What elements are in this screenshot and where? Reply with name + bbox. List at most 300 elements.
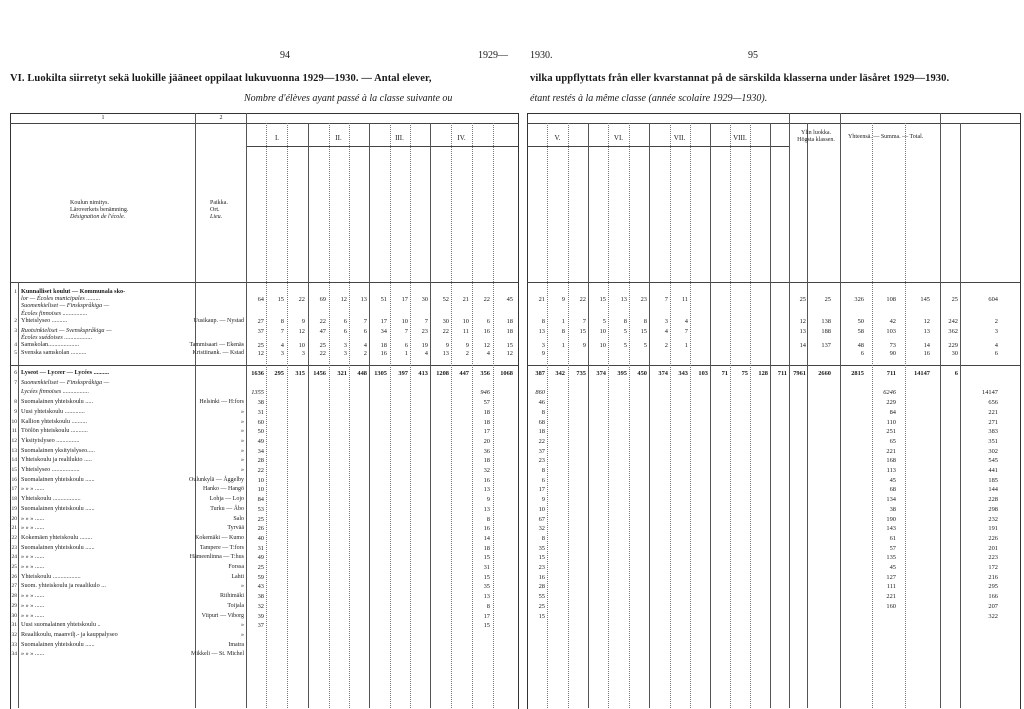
table-cell: 12 (799, 317, 806, 325)
row-number: 17 (11, 486, 17, 493)
table-cell: 374 (658, 370, 668, 377)
table-cell: 17 (401, 296, 408, 304)
table-cell: 221 (886, 447, 896, 455)
table-cell: 143 (886, 525, 896, 533)
row-number: 15 (11, 467, 17, 473)
class-heading-4: IV. (457, 134, 466, 142)
place-header: Paikka. Ort. Lieu. (210, 200, 228, 220)
table-cell: 172 (988, 564, 998, 571)
table-cell: 68 (538, 418, 545, 426)
row-number: 23 (11, 544, 17, 551)
table-cell: 22 (483, 296, 490, 304)
table-cell: 221 (988, 408, 998, 416)
class-heading-1: I. (274, 134, 280, 142)
table-cell: 9 (541, 349, 545, 357)
table-cell: 38 (257, 593, 264, 601)
table-cell: 34 (257, 447, 264, 455)
table-cell: 26 (257, 525, 264, 533)
table-cell: 25 (799, 296, 806, 304)
table-cell: 16 (380, 349, 387, 357)
table-cell: 90 (889, 349, 896, 357)
table-cell: 13 (483, 486, 490, 494)
table-cell: 3 (994, 328, 998, 335)
table-cell: 43 (257, 583, 264, 591)
row-number: 12 (11, 437, 17, 444)
row-number: 8 (14, 399, 17, 406)
table-cell: 15 (599, 296, 606, 304)
row-place: Uusikaup. — Nystad (193, 317, 244, 324)
table-cell: 15 (640, 328, 647, 335)
row-label: Yksityislyseo ............... (21, 436, 80, 444)
table-cell: 138 (821, 317, 831, 325)
table-cell: 5 (602, 317, 606, 325)
table-cell: 30 (442, 317, 449, 325)
row-label: Écoles suédoises .................. (21, 334, 93, 342)
table-cell: 15 (579, 328, 586, 335)
table-cell: 860 (535, 389, 545, 397)
table-cell: 191 (988, 525, 998, 533)
row-place: Turku — Åbo (210, 505, 244, 512)
table-cell: 69 (319, 296, 326, 304)
table-cell: 4 (280, 342, 284, 350)
table-cell: 16 (923, 349, 930, 357)
row-label: » » » ...... (21, 601, 45, 609)
table-cell: 47 (319, 328, 326, 335)
table-cell: 4 (994, 342, 998, 350)
table-cell: 450 (637, 370, 647, 377)
table-cell: 48 (857, 342, 864, 350)
row-label: Suomalainen yksityislyseo..... (21, 446, 95, 454)
table-cell: 11 (681, 296, 688, 304)
class-heading-3: III. (395, 134, 404, 142)
table-cell: 5 (623, 328, 627, 335)
row-label: Suomenkieliset — Finskspråkiga — (21, 302, 110, 310)
table-cell: 2 (664, 342, 668, 350)
row-label: Svenska samskolan .......... (21, 348, 87, 356)
table-cell: 16 (483, 328, 490, 335)
table-cell: 31 (257, 408, 264, 416)
table-cell: 15 (483, 622, 490, 630)
row-label: » » » ...... (21, 514, 45, 522)
table-cell: 4 (684, 317, 688, 325)
table-cell: 295 (988, 583, 998, 591)
table-cell: 30 (951, 349, 958, 357)
class-heading-8: VIII. (733, 134, 747, 142)
table-cell: 413 (418, 370, 428, 377)
table-cell: 32 (257, 602, 264, 610)
table-cell: 13 (538, 328, 545, 335)
table-cell: 49 (257, 554, 264, 562)
table-cell: 362 (948, 328, 958, 335)
row-place: Helsinki — H:fors (199, 399, 244, 406)
table-cell: 113 (886, 467, 896, 474)
table-cell: 68 (889, 486, 896, 494)
table-cell: 374 (596, 370, 606, 377)
table-cell: 12 (298, 328, 305, 335)
table-cell: 3 (343, 349, 347, 357)
table-cell: 19 (421, 342, 428, 350)
table-cell: 84 (889, 408, 896, 416)
table-cell: 71 (721, 370, 728, 377)
row-place: » (241, 583, 244, 590)
row-label: » » » ...... (21, 553, 45, 561)
table-cell: 1305 (374, 370, 387, 377)
row-label: Écoles finnoises ................ (21, 309, 88, 317)
table-cell: 8 (541, 408, 545, 416)
row-place: » (241, 457, 244, 464)
table-cell: 604 (988, 296, 998, 304)
table-cell: 12 (340, 296, 347, 304)
row-number: 5 (14, 349, 17, 356)
table-cell: 4 (664, 328, 668, 335)
table-cell: 441 (988, 467, 998, 474)
table-cell: 17 (483, 612, 490, 620)
row-label: Uusi yhteiskoulu ............. (21, 407, 85, 415)
table-cell: 38 (257, 399, 264, 407)
table-cell: 8 (541, 317, 545, 325)
table-cell: 9 (445, 342, 449, 350)
table-cell: 7 (404, 328, 408, 335)
table-cell: 6 (486, 317, 490, 325)
table-cell: 45 (889, 564, 896, 571)
table-cell: 34 (380, 328, 387, 335)
table-cell: 35 (538, 544, 545, 552)
table-cell: 8 (623, 317, 627, 325)
row-number: 14 (11, 457, 17, 464)
table-cell: 6 (363, 328, 367, 335)
row-label: Suomalainen yhteiskoulu ...... (21, 543, 95, 551)
table-cell: 60 (257, 418, 264, 426)
class-heading-7: VII. (673, 134, 686, 142)
table-cell: 31 (483, 564, 490, 571)
row-place: Mikkeli — St. Michel (191, 651, 244, 658)
table-cell: 13 (483, 505, 490, 513)
table-cell: 207 (988, 602, 998, 610)
table-cell: 185 (988, 476, 998, 484)
table-cell: 7 (280, 328, 284, 335)
table-cell: 188 (821, 328, 831, 335)
table-cell: 57 (483, 399, 490, 407)
table-cell: 2 (465, 349, 469, 357)
row-number: 26 (11, 573, 17, 580)
table-cell: 1 (404, 349, 408, 357)
page-number-left: 94 (280, 50, 290, 61)
table-cell: 9 (582, 342, 586, 350)
table-cell: 160 (886, 602, 896, 610)
table-cell: 32 (483, 467, 490, 474)
table-cell: 9 (486, 496, 490, 504)
table-cell: 201 (988, 544, 998, 552)
row-place: » (241, 467, 244, 473)
table-cell: 16 (538, 573, 545, 581)
table-cell: 27 (257, 317, 264, 325)
table-cell: 343 (678, 370, 688, 377)
table-cell: 6 (860, 349, 864, 357)
table-cell: 12 (257, 349, 264, 357)
table-cell: 67 (538, 515, 545, 523)
row-place: » (241, 447, 244, 454)
page-number-right: 95 (748, 50, 758, 61)
row-label: Ruotsinkieliset — Svenskspråkiga — (21, 327, 112, 334)
row-number: 24 (11, 554, 17, 561)
table-cell: 15 (277, 296, 284, 304)
table-cell: 271 (988, 418, 998, 426)
table-cell: 84 (257, 496, 264, 504)
row-label: Yhteiskoulu .................. (21, 495, 81, 503)
table-cell: 137 (821, 342, 831, 350)
table-cell: 37 (257, 328, 264, 335)
table-cell: 38 (889, 505, 896, 513)
table-cell: 9 (561, 296, 565, 304)
table-cell: 39 (257, 612, 264, 620)
row-number: 2 (14, 317, 17, 324)
table-cell: 12 (923, 317, 930, 325)
table-cell: 32 (538, 525, 545, 533)
table-cell: 2815 (851, 370, 864, 377)
table-cell: 1068 (500, 370, 513, 377)
table-cell: 6 (541, 476, 545, 484)
table-cell: 387 (535, 370, 545, 377)
row-place: Hämeenlinna — T:hus (189, 554, 244, 561)
table-cell: 18 (483, 544, 490, 552)
table-cell: 127 (886, 573, 896, 581)
table-cell: 103 (698, 370, 708, 377)
table-cell: 10 (401, 317, 408, 325)
table-cell: 13 (483, 593, 490, 601)
table-cell: 14 (483, 534, 490, 542)
table-cell: 295 (274, 370, 284, 377)
table-cell: 302 (988, 447, 998, 455)
row-place: » (241, 622, 244, 629)
table-cell: 23 (538, 457, 545, 465)
table-cell: 5 (623, 342, 627, 350)
table-cell: 46 (538, 399, 545, 407)
row-number: 28 (11, 593, 17, 600)
table-cell: 13 (923, 328, 930, 335)
table-cell: 1 (684, 342, 688, 350)
table-cell: 8 (486, 602, 490, 610)
table-cell: 14147 (914, 370, 930, 377)
table-cell: 3 (343, 342, 347, 350)
row-number: 3 (14, 328, 17, 334)
row-place: Oulunkylä — Åggelby (189, 476, 244, 483)
table-cell: 12 (483, 342, 490, 350)
total-heading: Yhteensä. — Summa. — Total. (848, 134, 924, 140)
table-cell: 2 (363, 349, 367, 357)
table-cell: 13 (360, 296, 367, 304)
row-label: » » » ...... (21, 611, 45, 619)
table-cell: 110 (886, 418, 896, 426)
row-place: Kristiinank. — Kstad (192, 349, 244, 356)
table-cell: 448 (357, 370, 367, 377)
row-label: lor — Écoles municipales ......... (21, 295, 101, 303)
table-cell: 25 (319, 342, 326, 350)
table-cell: 168 (886, 457, 896, 465)
row-number: 4 (14, 342, 17, 349)
row-label: Yhteiskoulu ja realilukio ..... (21, 456, 92, 464)
table-cell: 711 (777, 370, 787, 377)
table-cell: 6246 (883, 389, 896, 397)
table-cell: 6 (343, 328, 347, 335)
row-place: Forssa (228, 564, 244, 570)
table-cell: 55 (538, 593, 545, 601)
table-cell: 111 (886, 583, 896, 591)
row-place: Lahti (231, 573, 244, 580)
table-cell: 59 (257, 573, 264, 581)
table-cell: 351 (988, 437, 998, 445)
table-cell: 1 (561, 317, 565, 325)
row-number: 25 (11, 564, 17, 570)
row-place: Viipuri — Viborg (201, 612, 244, 619)
row-number: 20 (11, 515, 17, 522)
table-cell: 8 (541, 467, 545, 474)
table-cell: 58 (857, 328, 864, 335)
school-name-header: Koulun nimitys. Läroverkets benämning. Désignation de l'école. (70, 200, 129, 220)
table-cell: 9 (541, 496, 545, 504)
column-number-1: 1 (101, 115, 105, 121)
table-cell: 1208 (436, 370, 449, 377)
table-cell: 4 (424, 349, 428, 357)
table-title-french-right: étant restés à la même classe (année scolaire 1929—1930). (530, 93, 768, 104)
table-cell: 23 (421, 328, 428, 335)
table-cell: 15 (483, 573, 490, 581)
table-cell: 13 (620, 296, 627, 304)
table-cell: 25 (257, 515, 264, 523)
table-cell: 21 (538, 296, 545, 304)
row-number: 6 (14, 370, 17, 376)
table-cell: 103 (886, 328, 896, 335)
row-label: » » » ...... (21, 524, 45, 532)
table-title-swedish: vilka uppflyttats från eller kvarstannat på de särskilda klasserna under läsåret 1929—1930. (530, 73, 950, 84)
table-cell: 18 (380, 342, 387, 350)
table-cell: 18 (506, 328, 513, 335)
table-cell: 315 (295, 370, 305, 377)
table-cell: 8 (280, 317, 284, 325)
table-cell: 12 (506, 349, 513, 357)
row-label: Suom. yhteiskoulu ja reaalikulo ... (21, 582, 106, 590)
table-cell: 2 (994, 317, 998, 325)
table-cell: 135 (886, 554, 896, 562)
row-label: Kunnalliset koulut — Kommunala sko- (21, 288, 126, 295)
table-cell: 45 (889, 476, 896, 484)
row-place: » (241, 631, 244, 638)
table-cell: 9 (465, 342, 469, 350)
row-number: 16 (11, 476, 17, 483)
table-cell: 18 (538, 428, 545, 436)
table-cell: 10 (257, 476, 264, 484)
table-cell: 326 (854, 296, 864, 304)
row-label: Lyseot — Lyceer — Lycées .......... (21, 369, 110, 376)
table-cell: 397 (398, 370, 408, 377)
table-cell: 7 (363, 317, 367, 325)
table-cell: 40 (257, 534, 264, 542)
class-heading-5: V. (554, 134, 561, 142)
table-cell: 946 (480, 389, 490, 397)
table-cell: 221 (886, 593, 896, 601)
table-cell: 15 (538, 554, 545, 562)
table-cell: 23 (538, 564, 545, 571)
row-number: 10 (11, 418, 17, 425)
table-cell: 145 (920, 296, 930, 304)
table-title-french-left: Nombre d'élèves ayant passé à la classe suivante ou (244, 93, 453, 104)
table-cell: 383 (988, 428, 998, 436)
row-number: 30 (11, 612, 17, 619)
table-cell: 10 (462, 317, 469, 325)
row-place: Kokemäki — Kumo (195, 534, 244, 541)
row-label: Uusi suomalainen yhteiskoulu .. (21, 621, 101, 629)
table-cell: 64 (257, 296, 264, 304)
table-cell: 22 (442, 328, 449, 335)
table-cell: 16 (483, 525, 490, 533)
row-place: Riihimäki (220, 593, 244, 600)
table-cell: 228 (988, 496, 998, 504)
table-cell: 10 (538, 505, 545, 513)
table-cell: 321 (337, 370, 347, 377)
table-cell: 10 (257, 486, 264, 494)
table-cell: 10 (298, 342, 305, 350)
table-cell: 4 (486, 349, 490, 357)
table-cell: 322 (988, 612, 998, 620)
row-place: Lohja — Lojo (209, 496, 244, 503)
table-cell: 17 (538, 486, 545, 494)
table-cell: 2660 (818, 370, 831, 377)
row-label: Suomalainen yhteiskoulu ...... (21, 475, 95, 483)
table-cell: 10 (599, 328, 606, 335)
row-label: Kokemäen yhteiskoulu ........ (21, 533, 93, 541)
row-number: 22 (11, 534, 17, 541)
table-cell: 30 (421, 296, 428, 304)
row-number: 21 (11, 525, 17, 532)
table-cell: 36 (483, 447, 490, 455)
table-cell: 18 (506, 317, 513, 325)
table-cell: 4 (363, 342, 367, 350)
table-cell: 13 (799, 328, 806, 335)
row-place: Hanko — Hangö (203, 486, 244, 493)
row-label: Suomalainen yhteiskoulu ..... (21, 398, 94, 406)
row-number: 29 (11, 602, 17, 609)
row-number: 19 (11, 505, 17, 512)
table-cell: 42 (889, 317, 896, 325)
table-cell: 15 (506, 342, 513, 350)
table-cell: 735 (576, 370, 586, 377)
table-cell: 18 (483, 408, 490, 416)
row-place: » (241, 408, 244, 415)
table-cell: 73 (889, 342, 896, 350)
table-cell: 6 (343, 317, 347, 325)
table-cell: 3 (301, 349, 305, 357)
table-cell: 14 (799, 342, 806, 350)
table-cell: 50 (257, 428, 264, 436)
row-place: » (241, 437, 244, 444)
row-place: Tampere — T:fors (199, 544, 244, 551)
row-label: » » » ...... (21, 592, 45, 600)
table-cell: 28 (257, 457, 264, 465)
table-cell: 25 (951, 296, 958, 304)
row-label: Yhteiskoulu .................. (21, 572, 81, 580)
running-head-right: 1930. (530, 50, 553, 61)
row-place: Salo (233, 515, 244, 522)
table-cell: 57 (889, 544, 896, 552)
table-cell: 45 (506, 296, 513, 304)
row-number: 32 (11, 631, 17, 638)
table-cell: 395 (617, 370, 627, 377)
table-cell: 61 (889, 534, 896, 542)
table-cell: 37 (257, 622, 264, 630)
table-cell: 23 (640, 296, 647, 304)
table-cell: 25 (257, 342, 264, 350)
table-cell: 9 (301, 317, 305, 325)
table-cell: 16 (483, 476, 490, 484)
